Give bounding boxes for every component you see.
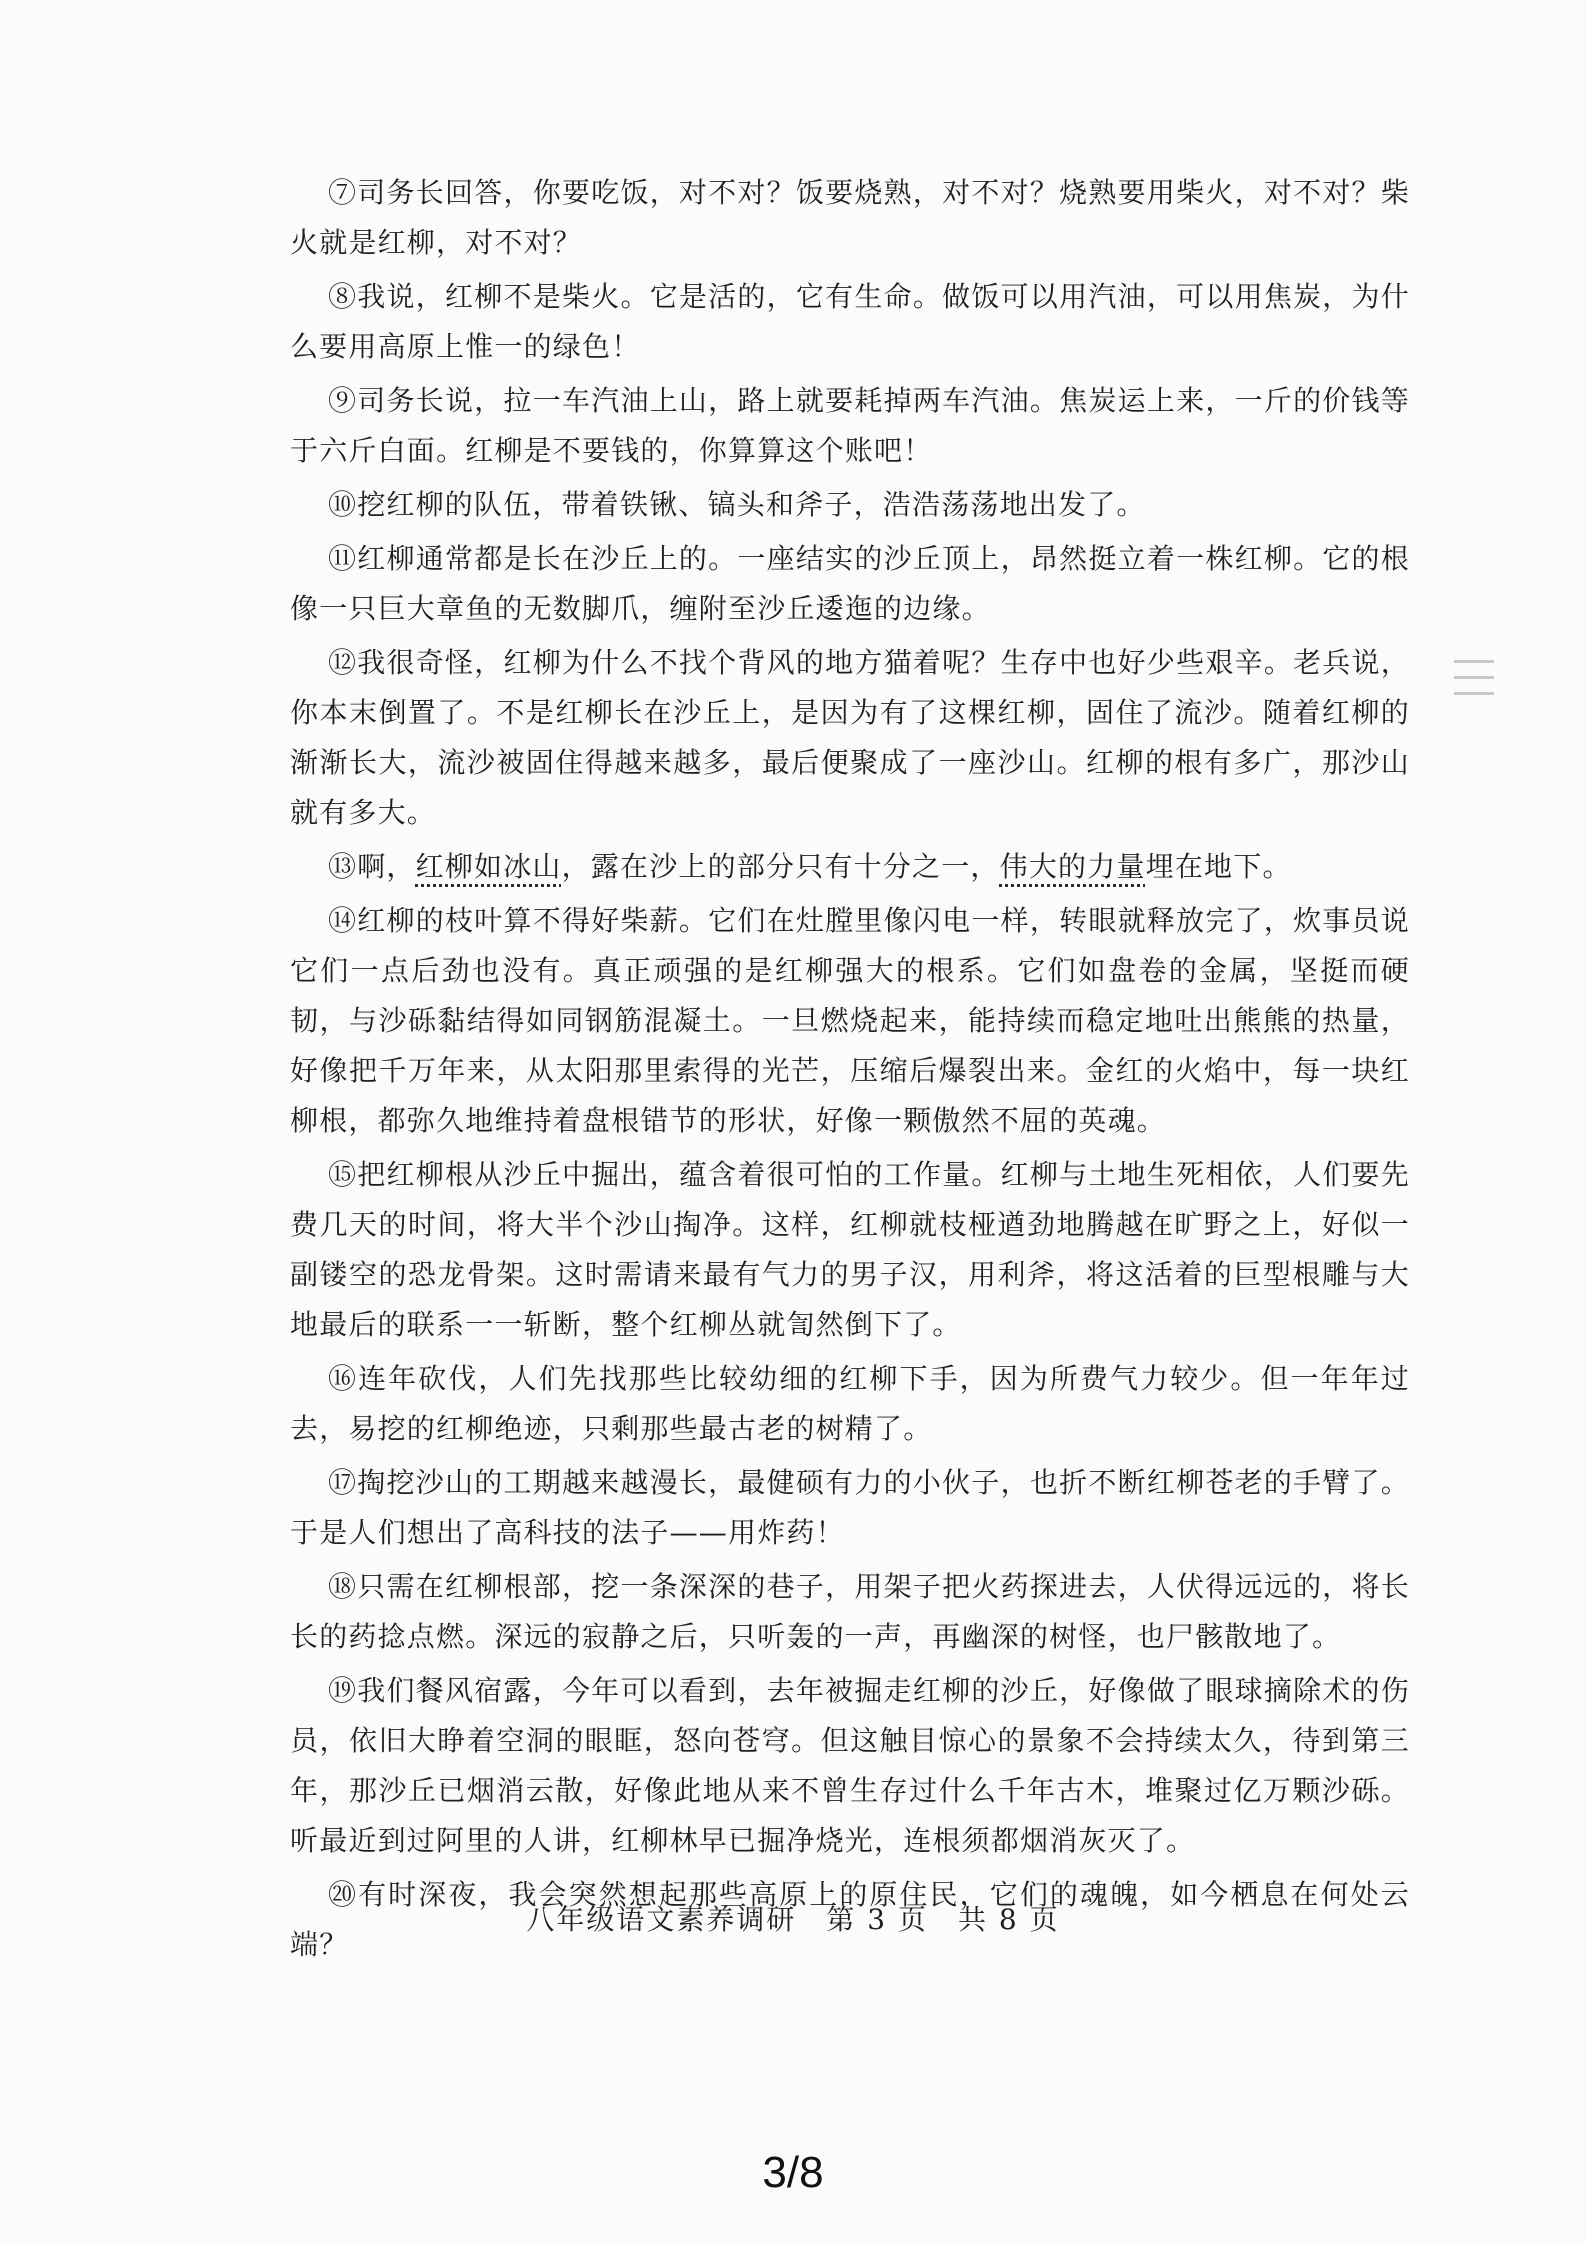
- paragraph-14: ⑭红柳的枝叶算不得好柴薪。它们在灶膛里像闪电一样，转眼就释放完了，炊事员说它们一点后劲也没有。真正顽强的是红柳强大的根系。它们如盘卷的金属，坚挺而硬韧，与沙砾黏结得如同钢筋混凝土。一旦燃烧起来，能持续而稳定地吐出熊熊的热量，好像把千万年来，从太阳那里索得的光芒，压缩后爆裂出来。金红的火焰中，每一块红柳根，都弥久地维持着盘根错节的形状，好像一颗傲然不屈的英魂。: [290, 904, 1410, 1137]
- paragraph-9: ⑨司务长说，拉一车汽油上山，路上就要耗掉两车汽油。焦炭运上来，一斤的价钱等于六斤白面。红柳是不要钱的，你算算这个账吧！: [290, 384, 1410, 467]
- page-counter: 3/8: [762, 2148, 824, 2197]
- paragraph-8: ⑧我说，红柳不是柴火。它是活的，它有生命。做饭可以用汽油，可以用焦炭，为什么要用高原上惟一的绿色！: [290, 280, 1410, 363]
- paragraph-10: ⑩挖红柳的队伍，带着铁锹、镐头和斧子，浩浩荡荡地出发了。: [328, 488, 1146, 521]
- paragraph-19: ⑲我们餐风宿露，今年可以看到，去年被掘走红柳的沙丘，好像做了眼球摘除术的伤员，依旧大睁着空洞的眼眶，怒向苍穹。但这触目惊心的景象不会持续太久，待到第三年，那沙丘已烟消云散，好像此地从来不曾生存过什么千年古木，堆聚过亿万颗沙砾。听最近到过阿里的人讲，红柳林早已掘净烧光，连根须都烟消灰灭了。: [290, 1674, 1410, 1857]
- page-footer: 八年级语文素养调研 第 3 页 共 8 页: [526, 1903, 1060, 1936]
- paragraph-15: ⑮把红柳根从沙丘中掘出，蕴含着很可怕的工作量。红柳与土地生死相依，人们要先费几天的时间，将大半个沙山掏净。这样，红柳就枝桠遒劲地腾越在旷野之上，好似一副镂空的恐龙骨架。这时需请来最有气力的男子汉，用利斧，将这活着的巨型根雕与大地最后的联系一一斩断，整个红柳丛就訇然倒下了。: [290, 1158, 1410, 1341]
- paragraph-20: ⑳有时深夜，我会突然想起那些高原上的原住民，它们的魂魄，如今栖息在何处云端？: [290, 1878, 1410, 1961]
- paragraph-13-part2: ，露在沙上的部分只有十分之一，: [561, 850, 1000, 883]
- paragraph-13-emphasis-1: 红柳如冰山: [415, 850, 562, 883]
- paragraph-13: [290, 842, 1410, 892]
- paragraph-13-emphasis-2: 伟大的力量: [999, 850, 1146, 883]
- paragraph-18: ⑱只需在红柳根部，挖一条深深的巷子，用架子把火药探进去，人伏得远远的，将长长的药捻点燃。深远的寂静之后，只听轰的一声，再幽深的树怪，也尸骸散地了。: [290, 1570, 1410, 1653]
- paragraph-7: ⑦司务长回答，你要吃饭，对不对？饭要烧熟，对不对？烧熟要用柴火，对不对？柴火就是红柳，对不对？: [290, 176, 1410, 259]
- paragraph-17: ⑰掏挖沙山的工期越来越漫长，最健硕有力的小伙子，也折不断红柳苍老的手臂了。于是人们想出了高科技的法子——用炸药！: [290, 1466, 1410, 1549]
- margin-mark-line: [1454, 660, 1494, 663]
- margin-mark-line: [1454, 692, 1494, 695]
- binding-margin-marks: [1454, 660, 1494, 710]
- paragraph-13-part1: ⑬啊，: [328, 850, 416, 883]
- paragraph-11: ⑪红柳通常都是长在沙丘上的。一座结实的沙丘顶上，昂然挺立着一株红柳。它的根像一只巨大章鱼的无数脚爪，缠附至沙丘逶迤的边缘。: [290, 542, 1410, 625]
- article-body: [290, 168, 1410, 1974]
- paragraph-12: ⑫我很奇怪，红柳为什么不找个背风的地方猫着呢？生存中也好少些艰辛。老兵说，你本末倒置了。不是红柳长在沙丘上，是因为有了这棵红柳，固住了流沙。随着红柳的渐渐长大，流沙被固住得越来越多，最后便聚成了一座沙山。红柳的根有多广，那沙山就有多大。: [290, 646, 1410, 829]
- margin-mark-line: [1454, 676, 1494, 679]
- paragraph-16: ⑯连年砍伐，人们先找那些比较幼细的红柳下手，因为所费气力较少。但一年年过去，易挖的红柳绝迹，只剩那些最古老的树精了。: [290, 1362, 1410, 1445]
- paragraph-13-part3: 埋在地下。: [1145, 850, 1292, 883]
